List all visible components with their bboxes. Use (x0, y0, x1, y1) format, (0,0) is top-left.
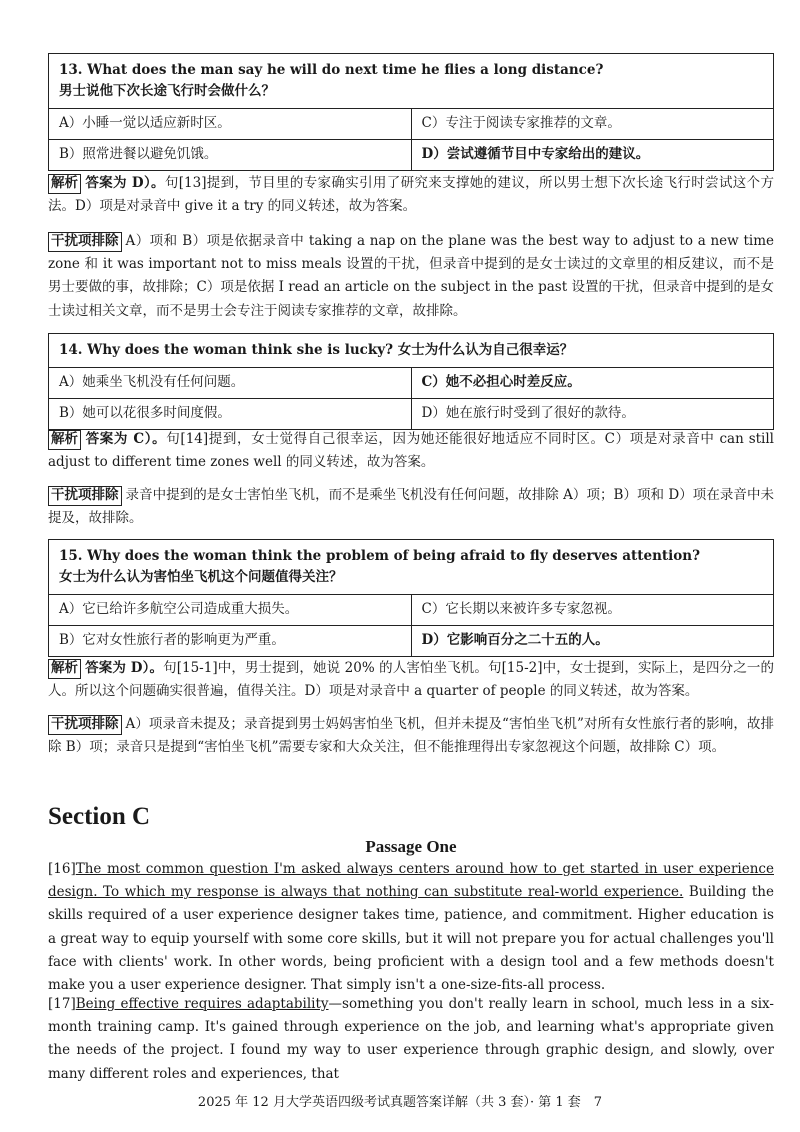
distractor-tag: 干扰项排除 (48, 715, 122, 735)
analysis-tag: 解析 (48, 659, 81, 679)
analysis-13 (48, 172, 774, 218)
question-13-stem (49, 54, 774, 109)
passage-paragraph-17 (48, 993, 774, 1086)
answer-15: 答案为 D）。 (85, 660, 164, 676)
underlined-sentence-16: The most common question I'm asked always centers around how to get started in user experience design. To which my response is always that nothing can substitute real-world experience. (48, 861, 774, 901)
passage-paragraph-16 (48, 858, 774, 997)
analysis-15 (48, 657, 774, 703)
distractor-15-text: A）项录音未提及；录音提到男士妈妈害怕坐飞机，但并未提及“害怕坐飞机”对所有女性旅行者的影响，故排除 B）项；录音只是提到“害怕坐飞机”需要专家和大众关注，但不能推理得出专家忽视这个问题，故排除 C）项。 (48, 716, 774, 756)
question-15-en: 15. Why does the woman think the problem of being afraid to fly deserves attention? (59, 548, 701, 564)
option-15-b: B）它对女性旅行者的影响更为严重。 (49, 625, 412, 656)
option-14-c: C）她不必担心时差反应。 (411, 367, 774, 398)
passage-title: Passage One (365, 837, 457, 856)
question-15-cn: 女士为什么认为害怕坐飞机这个问题值得关注？ (59, 568, 343, 585)
page-footer: 2025 年 12 月大学英语四级考试真题答案详解（共 3 套）· 第 1 套 7 (197, 1095, 603, 1110)
analysis-tag: 解析 (48, 430, 81, 450)
question-15-stem (49, 540, 774, 595)
analysis-14 (48, 428, 774, 474)
analysis-14-text: 句[14]提到，女士觉得自己很幸运，因为她还能很好地适应不同时区。C）项是对录音中 can still adjust to different time zones well 的同义转述，故为答案。 (48, 431, 774, 471)
distractor-15 (48, 713, 774, 759)
option-14-d: D）她在旅行时受到了很好的款待。 (411, 398, 774, 429)
option-15-d: D）它影响百分之二十五的人。 (411, 625, 774, 656)
question-13-table (48, 53, 774, 171)
option-15-c: C）它长期以来被许多专家忽视。 (411, 594, 774, 625)
section-heading: Section C (48, 803, 151, 830)
distractor-14-text: 录音中提到的是女士害怕坐飞机，而不是乘坐飞机没有任何问题，故排除 A）项；B）项和 D）项在录音中未提及，故排除。 (48, 487, 774, 527)
distractor-13-text: A）项和 B）项是依据录音中 taking a nap on the plane was the best way to adjust to a new time zone 和 it was important not to miss meals 设置的干扰，但录音中提到的是女士读过的文章里的相反建议，而不是男士要做的事，故排除；C）项是依据 I read an article on the subject in the past 设置的干扰，但录音中提到的是女士读过相关文章，而不是男士会专注于阅读专家推荐的文章，故排除。 (48, 233, 774, 319)
answer-14: 答案为 C）。 (85, 431, 167, 447)
distractor-tag: 干扰项排除 (48, 232, 122, 252)
option-13-b: B）照常进餐以避免饥饿。 (49, 139, 412, 170)
paragraph-16-rest: Building the skills required of a user experience designer takes time, patience, and commitment. Higher education is a great way to equip yourself with some core skills, but it will not prepare you for actual challenges you'll face with clients' work. In other words, being proficient with a design tool and a few methods doesn't make you a user experience designer. That simply isn't a one-size-fits-all process. (48, 884, 774, 994)
option-13-a: A）小睡一觉以适应新时区。 (49, 108, 412, 139)
analysis-tag: 解析 (48, 174, 81, 194)
sentence-marker-16: [16] (48, 861, 76, 877)
distractor-13 (48, 230, 774, 323)
underlined-sentence-17: Being effective requires adaptability (75, 996, 329, 1012)
analysis-15-text: 句[15-1]中，男士提到，她说 20% 的人害怕坐飞机。句[15-2]中，女士提到，实际上，是四分之一的人。所以这个问题确实很普遍，值得关注。D）项是对录音中 a quarter of people 的同义转述，故为答案。 (48, 660, 774, 700)
distractor-14 (48, 484, 774, 530)
question-13-cn: 男士说他下次长途飞行时会做什么？ (59, 82, 275, 99)
option-15-a: A）它已给许多航空公司造成重大损失。 (49, 594, 412, 625)
option-13-d: D）尝试遵循节目中专家给出的建议。 (411, 139, 774, 170)
answer-13: 答案为 D）。 (85, 175, 165, 191)
option-14-b: B）她可以花很多时间度假。 (49, 398, 412, 429)
distractor-tag: 干扰项排除 (48, 486, 122, 506)
option-13-c: C）专注于阅读专家推荐的文章。 (411, 108, 774, 139)
analysis-13-text: 句[13]提到，节目里的专家确实引用了研究来支撑她的建议，所以男士想下次长途飞行时尝试这个方法。D）项是对录音中 give it a try 的同义转述，故为答案。 (48, 175, 774, 215)
paragraph-17-rest: —something you don't really learn in school, much less in a six-month training camp. It's gained through experience on the job, and learning what's appropriate given the needs of the project. I found my way to user experience through graphic design, and slowly, over many different roles and experiences, that (48, 996, 774, 1082)
sentence-marker-17: [17] (48, 996, 76, 1012)
question-13-en: 13. What does the man say he will do next time he flies a long distance? (59, 62, 604, 78)
question-14-table (48, 333, 774, 430)
question-15-table (48, 539, 774, 657)
question-14-stem: 14. Why does the woman think she is lucky? 女士为什么认为自己很幸运？ (49, 334, 774, 368)
option-14-a: A）她乘坐飞机没有任何问题。 (49, 367, 412, 398)
